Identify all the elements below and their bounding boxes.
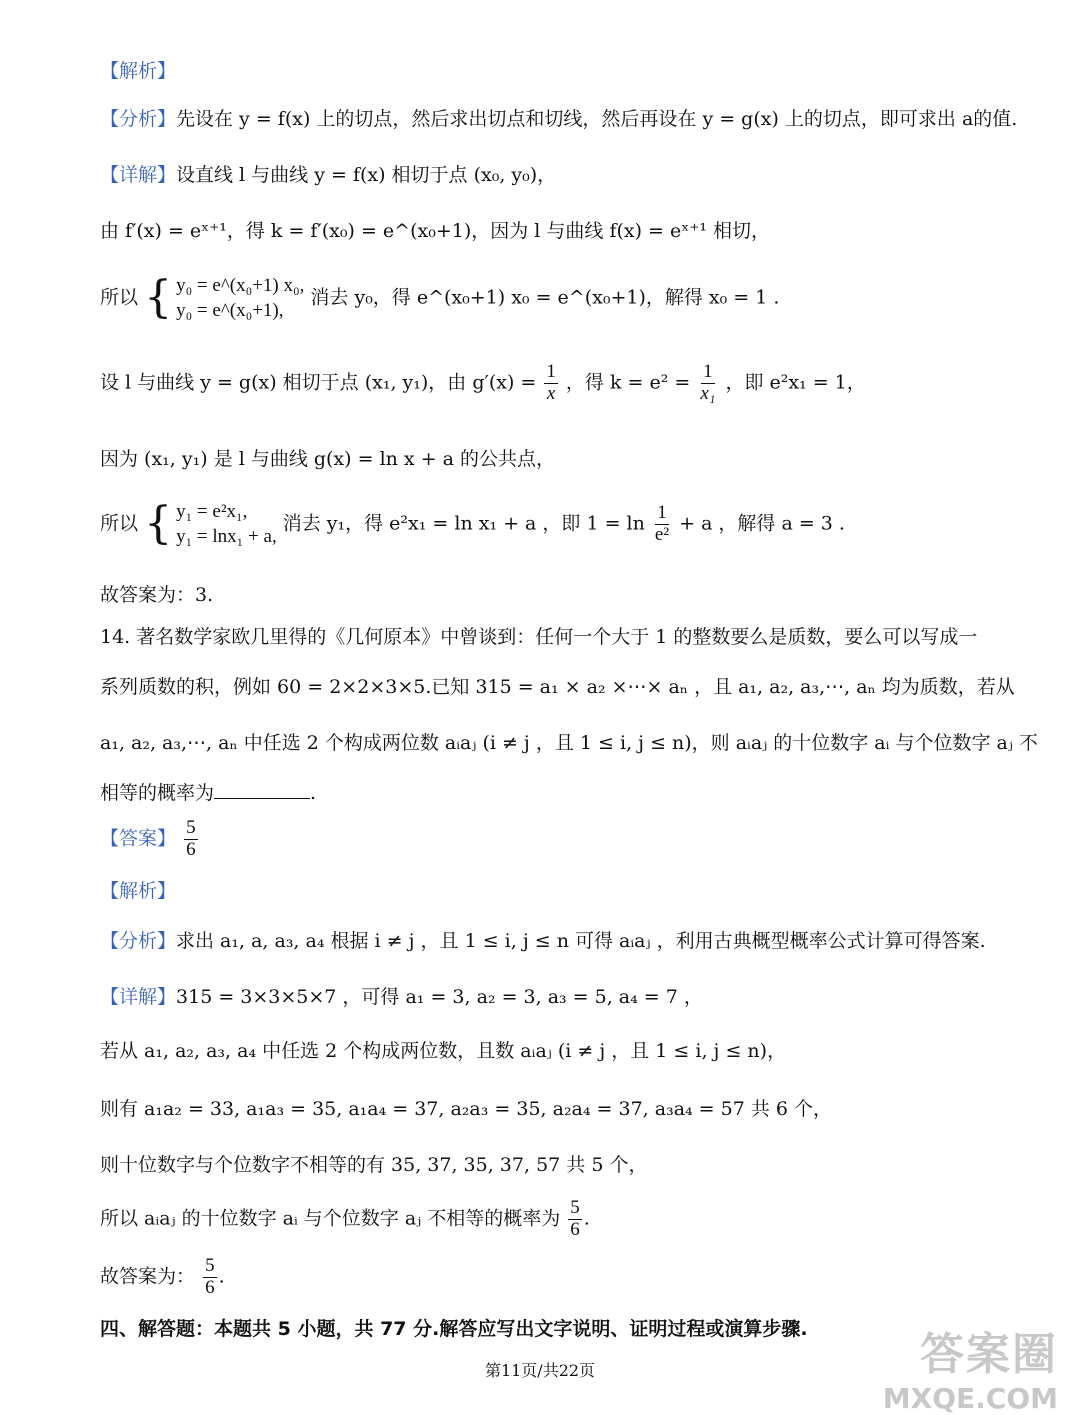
detail-text-4a: 设 l 与曲线 y = g(x) 相切于点 (x₁, y₁)，由 g′(x) =: [100, 371, 537, 394]
equation-system-1: [144, 272, 304, 325]
question-14-line-2: 系列质数的积，例如 60 = 2×2×3×5.已知 315 = a₁ × a₂ ×⋯× aₙ ，且 a₁, a₂, a₃,⋯, aₙ 均为质数，若从: [100, 676, 1015, 698]
detail-text-6a: 消去 y₁，得 e²x₁ = ln x₁ + a ，即 1 = ln: [282, 512, 645, 535]
detail-14-line-1: [100, 986, 703, 1009]
jiexi-tag-14: 【解析】: [100, 880, 177, 902]
daan-tag: 【答案】: [100, 827, 177, 850]
brace-icon: {: [144, 272, 173, 323]
detail-line-4: [100, 362, 866, 405]
answer-fraction: $\frac{5}{6}$: [186, 817, 196, 860]
section-4-heading: 四、解答题：本题共 5 小题，共 77 分.解答应写出文字说明、证明过程或演算步骤.: [100, 1318, 808, 1340]
fraction-1-over-x1: $\frac{1}{\text{x₁}}$: [700, 361, 716, 404]
xiangjie-tag: 【详解】: [100, 164, 177, 186]
detail-line-1: [100, 164, 556, 187]
detail-14-line-4: 则十位数字与个位数字不相等的有 35, 37, 35, 37, 57 共 5 个，: [100, 1154, 648, 1176]
so-prefix: 所以: [100, 286, 139, 309]
system1-eq1: y₀ = e^(x₀+1) x₀,: [176, 274, 305, 296]
answer-blank: [214, 780, 310, 799]
answer-line-14: [100, 818, 200, 861]
jiexi-tag: 【解析】: [100, 60, 177, 82]
brace-icon: {: [144, 498, 173, 549]
watermark-en: MXQE.COM: [882, 1382, 1058, 1415]
xiangjie-tag-14: 【详解】: [100, 986, 177, 1008]
detail-line-2: 由 f′(x) = eˣ⁺¹，得 k = f′(x₀) = e^(x₀+1)，因为 l 与曲线 f(x) = eˣ⁺¹ 相切，: [100, 220, 771, 242]
question-14-period: .: [310, 782, 317, 804]
answer-line-13: 故答案为：3.: [100, 584, 214, 606]
analysis-line-14: [100, 930, 986, 953]
watermark: [883, 1318, 1058, 1415]
detail-text-6b: + a ，解得 a = 3 .: [679, 512, 845, 535]
question-14-line-3: a₁, a₂, a₃,⋯, aₙ 中任选 2 个构成两位数 aᵢaⱼ (i ≠ j ，且 1 ≤ i, j ≤ n)，则 aᵢaⱼ 的十位数字 aᵢ 与个位数字 aⱼ 不: [100, 732, 1038, 754]
detail-text-1: 设直线 l 与曲线 y = f(x) 相切于点 (x₀, y₀)，: [176, 164, 557, 186]
detail-14-line-2: 若从 a₁, a₂, a₃, a₄ 中任选 2 个构成两位数，且数 aᵢaⱼ (i ≠ j ，且 1 ≤ i, j ≤ n)，: [100, 1040, 787, 1062]
detail-14-text-5: 所以 aᵢaⱼ 的十位数字 aᵢ 与个位数字 aⱼ 不相等的概率为: [100, 1207, 561, 1230]
system2-eq1: y₁ = e²x₁,: [176, 500, 248, 522]
analysis-text-14: 求出 a₁, a, a₃, a₄ 根据 i ≠ j ，且 1 ≤ i, j ≤ n 可得 aᵢaⱼ ，利用古典概型概率公式计算可得答案.: [176, 930, 986, 952]
page-footer: 第11页/共22页: [484, 1361, 596, 1380]
watermark-cn: 答案圈: [920, 1329, 1058, 1380]
equation-system-2: [144, 498, 277, 551]
fraction-1-over-x: $\frac{1}{x}$: [546, 361, 556, 404]
detail-text-4b: ，得 k = e² =: [565, 371, 691, 394]
final-answer-label: 故答案为：: [100, 1265, 196, 1288]
detail-line-5: 因为 (x₁, y₁) 是 l 与曲线 g(x) = ln x + a 的公共点，: [100, 448, 555, 470]
detail-text-3: 消去 y₀，得 e^(x₀+1) x₀ = e^(x₀+1)，解得 x₀ = 1 .: [310, 286, 780, 309]
detail-text-4c: ，即 e²x₁ = 1，: [725, 371, 866, 394]
analysis-text: 先设在 y = f(x) 上的切点，然后求出切点和切线，然后再设在 y = g(x) 上的切点，即可求出 a的值.: [176, 108, 1018, 130]
so-prefix-2: 所以: [100, 512, 139, 535]
question-14-line-1: 14. 著名数学家欧几里得的《几何原本》中曾谈到：任何一个大于 1 的整数要么是质数，要么可以写成一: [100, 626, 978, 648]
detail-14-text-1: 315 = 3×3×5×7 ，可得 a₁ = 3, a₂ = 3, a₃ = 5, a₄ = 7 ，: [176, 986, 703, 1008]
probability-fraction: $\frac{5}{6}$: [570, 1197, 580, 1240]
fenxi-tag-14: 【分析】: [100, 930, 177, 952]
system2-eq2: y₁ = lnx₁ + a,: [176, 526, 277, 548]
period: .: [218, 1265, 225, 1288]
final-answer-14: [100, 1256, 225, 1299]
question-14-text-4: 相等的概率为: [100, 782, 215, 804]
final-answer-fraction: $\frac{5}{6}$: [205, 1255, 215, 1298]
system1-eq2: y₀ = e^(x₀+1),: [176, 300, 284, 322]
detail-line-3: [100, 272, 779, 325]
detail-14-line-5: [100, 1198, 590, 1241]
fraction-1-over-e2: $\frac{1}{\text{e²}}$: [654, 502, 670, 545]
detail-line-6: [100, 498, 845, 551]
analysis-line: [100, 108, 1017, 131]
question-14-line-4: [100, 780, 316, 805]
period: .: [583, 1207, 590, 1230]
detail-14-line-3: 则有 a₁a₂ = 33, a₁a₃ = 35, a₁a₄ = 37, a₂a₃ = 35, a₂a₄ = 37, a₃a₄ = 57 共 6 个，: [100, 1098, 833, 1120]
fenxi-tag: 【分析】: [100, 108, 177, 130]
